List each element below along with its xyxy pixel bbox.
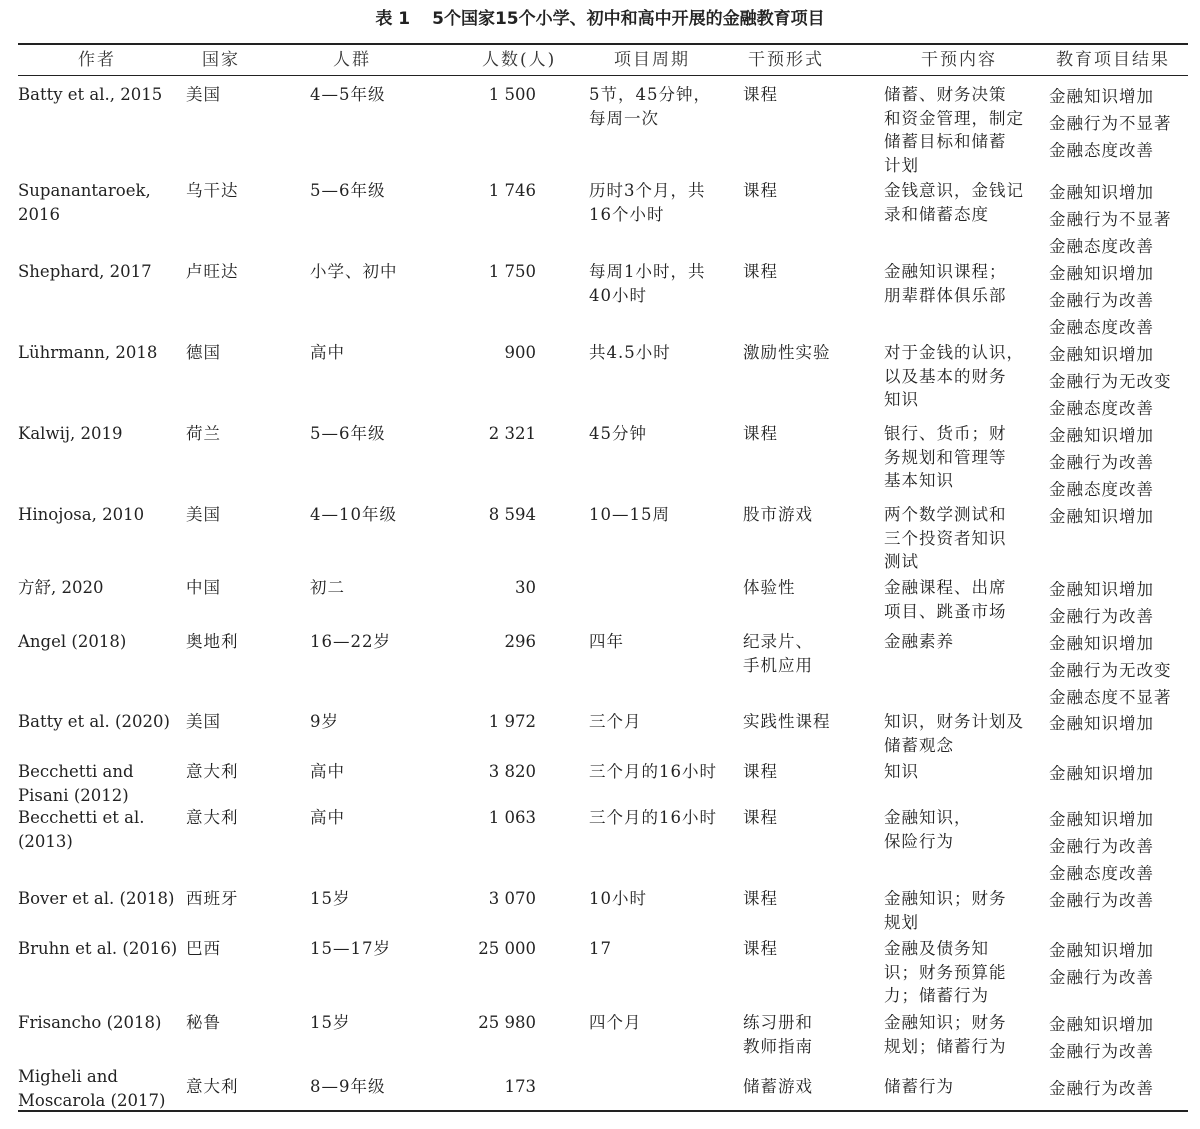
cell-line: 两个数学测试和	[884, 505, 1007, 524]
top-rule	[18, 43, 1188, 45]
cell-author	[18, 1011, 183, 1035]
cell-period	[589, 806, 739, 830]
cell-group: 5—6年级	[310, 424, 386, 443]
cell-line: 金融知识增加	[1049, 714, 1154, 733]
cell-form	[743, 760, 873, 784]
cell-line: Batty et al. (2020)	[18, 712, 170, 731]
cell-form	[743, 710, 873, 734]
cell-content	[884, 179, 1044, 226]
cell-line: 金融行为改善	[1049, 891, 1154, 910]
cell-line: 课程	[743, 424, 778, 443]
cell-author	[18, 937, 183, 961]
cell-line: 金融行为改善	[1049, 291, 1154, 310]
cell-line: 金融知识增加	[1049, 580, 1154, 599]
cell-line: 规划；储蓄行为	[884, 1036, 1007, 1056]
cell-line: Lührmann, 2018	[18, 343, 158, 362]
cell-result	[1049, 503, 1194, 530]
cell-period	[589, 341, 739, 365]
cell-group: 15岁	[310, 1013, 351, 1032]
cell-count: 1 750	[488, 262, 536, 281]
cell-line: 金融知识增加	[1049, 764, 1154, 783]
cell-count: 25 000	[478, 939, 536, 958]
cell-line: 金融行为无改变	[1049, 661, 1172, 680]
cell-line: 课程	[743, 181, 778, 200]
cell-line: 金融知识增加	[1049, 87, 1154, 106]
cell-content	[884, 341, 1044, 412]
cell-country: 卢旺达	[186, 262, 239, 281]
cell-group: 4—5年级	[310, 85, 386, 104]
cell-form	[743, 260, 873, 284]
cell-form	[743, 806, 873, 830]
table-title: 5个国家15个小学、初中和高中开展的金融教育项目	[432, 9, 825, 29]
cell-line: Bruhn et al. (2016)	[18, 939, 178, 958]
cell-country: 意大利	[186, 808, 239, 827]
cell-content	[884, 83, 1044, 177]
cell-line: Frisancho (2018)	[18, 1013, 162, 1032]
cell-line: 录和储蓄态度	[884, 204, 989, 224]
cell-form	[743, 937, 873, 961]
bottom-rule	[18, 1110, 1188, 1112]
column-header-country: 国家	[202, 50, 240, 70]
cell-line: 课程	[743, 85, 778, 104]
cell-line: 金融态度改善	[1049, 399, 1154, 418]
cell-line: 5节，45分钟，	[589, 85, 711, 104]
cell-line: 金融知识课程；	[884, 262, 1007, 281]
cell-period	[589, 710, 739, 734]
cell-content	[884, 576, 1044, 623]
cell-count: 900	[504, 343, 536, 362]
cell-form	[743, 341, 873, 365]
cell-result	[1049, 1075, 1194, 1102]
cell-result	[1049, 887, 1194, 914]
cell-result	[1049, 341, 1194, 422]
cell-line: Supanantaroek,	[18, 181, 151, 200]
cell-line: 金融知识增加	[1049, 507, 1154, 526]
cell-line: 45分钟	[589, 424, 647, 443]
cell-line: 方舒, 2020	[18, 578, 104, 597]
cell-line: 计划	[884, 155, 919, 175]
cell-result	[1049, 179, 1194, 260]
cell-line: 金融知识增加	[1049, 426, 1154, 445]
cell-line: Batty et al., 2015	[18, 85, 163, 104]
cell-line: 测试	[884, 552, 919, 571]
cell-count: 296	[504, 632, 536, 651]
table-caption	[0, 6, 1200, 32]
cell-line: 金融态度不显著	[1049, 688, 1172, 707]
cell-line: Becchetti and	[18, 762, 134, 781]
cell-line: 三个月的16小时	[589, 808, 717, 827]
cell-content	[884, 422, 1044, 493]
cell-result	[1049, 806, 1194, 887]
cell-line: 10小时	[589, 889, 647, 908]
cell-line: 课程	[743, 262, 778, 281]
cell-author	[18, 760, 183, 807]
cell-line: 四年	[589, 632, 624, 651]
cell-period	[589, 887, 739, 911]
cell-group: 15—17岁	[310, 939, 391, 958]
header-rule	[18, 75, 1188, 76]
cell-count: 3 820	[488, 762, 536, 781]
cell-count: 1 063	[488, 808, 536, 827]
cell-line: 金融知识增加	[1049, 810, 1154, 829]
cell-count: 1 500	[488, 85, 536, 104]
cell-form	[743, 503, 873, 527]
cell-content	[884, 887, 1044, 934]
cell-line: 储蓄行为	[884, 1077, 954, 1096]
cell-line: 金融行为改善	[1049, 1042, 1154, 1061]
column-header-content: 干预内容	[921, 50, 997, 70]
cell-line: 10—15周	[589, 505, 670, 524]
cell-content	[884, 806, 1044, 853]
cell-line: 教师指南	[743, 1036, 813, 1056]
cell-count: 1 972	[488, 712, 536, 731]
cell-line: 三个投资者知识	[884, 528, 1007, 548]
cell-line: 金融素养	[884, 632, 954, 651]
cell-line: 金融态度改善	[1049, 864, 1154, 883]
cell-line: 金融行为不显著	[1049, 114, 1172, 133]
cell-line: 金融及债务知	[884, 939, 989, 958]
cell-line: Shephard, 2017	[18, 262, 152, 281]
cell-line: 三个月	[589, 712, 642, 731]
cell-author	[18, 341, 183, 365]
cell-content	[884, 503, 1044, 574]
cell-period	[589, 503, 739, 527]
cell-line: 金融行为改善	[1049, 607, 1154, 626]
cell-form	[743, 1011, 873, 1058]
cell-line: 体验性	[743, 578, 796, 597]
cell-author	[18, 179, 183, 226]
cell-period	[589, 760, 739, 784]
cell-count: 8 594	[488, 505, 536, 524]
cell-form	[743, 83, 873, 107]
cell-form	[743, 179, 873, 203]
cell-line: 金融课程、出席	[884, 578, 1007, 597]
column-header-count: 人数(人)	[482, 50, 557, 70]
cell-country: 秘鲁	[186, 1013, 221, 1032]
cell-group: 初二	[310, 578, 345, 597]
cell-line: 股市游戏	[743, 505, 813, 524]
cell-line: Bover et al. (2018)	[18, 889, 175, 908]
cell-period	[589, 937, 739, 961]
cell-form	[743, 630, 873, 677]
cell-line: 金融知识增加	[1049, 183, 1154, 202]
cell-line: 金融知识增加	[1049, 345, 1154, 364]
cell-line: 四个月	[589, 1013, 642, 1032]
cell-line: 金融态度改善	[1049, 141, 1154, 160]
column-header-author: 作者	[78, 50, 116, 70]
cell-result	[1049, 710, 1194, 737]
cell-line: 储蓄、财务决策	[884, 85, 1007, 104]
cell-country: 中国	[186, 578, 221, 597]
cell-line: 课程	[743, 762, 778, 781]
cell-line: 金融行为改善	[1049, 1079, 1154, 1098]
cell-count: 25 980	[478, 1013, 536, 1032]
cell-line: 金融态度改善	[1049, 480, 1154, 499]
cell-line: 朋辈群体俱乐部	[884, 285, 1007, 305]
cell-line: 金融知识增加	[1049, 264, 1154, 283]
cell-group: 5—6年级	[310, 181, 386, 200]
cell-line: 金融态度改善	[1049, 318, 1154, 337]
cell-country: 美国	[186, 85, 221, 104]
cell-country: 奥地利	[186, 632, 239, 651]
cell-group: 4—10年级	[310, 505, 397, 524]
cell-line: 金融知识增加	[1049, 1015, 1154, 1034]
cell-country: 美国	[186, 712, 221, 731]
cell-count: 3 070	[488, 889, 536, 908]
cell-line: 40小时	[589, 285, 647, 305]
cell-group: 高中	[310, 808, 345, 827]
cell-line: 以及基本的财务	[884, 366, 1007, 386]
cell-line: 对于金钱的认识，	[884, 343, 1024, 362]
cell-result	[1049, 760, 1194, 787]
cell-content	[884, 630, 1044, 654]
cell-period	[589, 422, 739, 446]
cell-line: Angel (2018)	[18, 632, 127, 651]
cell-line: 金融行为改善	[1049, 837, 1154, 856]
cell-country: 意大利	[186, 762, 239, 781]
cell-group: 小学、初中	[310, 262, 398, 281]
cell-line: 课程	[743, 889, 778, 908]
cell-count: 2 321	[488, 424, 536, 443]
cell-content	[884, 1011, 1044, 1058]
cell-line: 每周一次	[589, 108, 659, 128]
cell-line: 纪录片、	[743, 632, 813, 651]
cell-group: 高中	[310, 343, 345, 362]
cell-line: 实践性课程	[743, 712, 831, 731]
column-header-form: 干预形式	[748, 50, 824, 70]
cell-line: 金融知识增加	[1049, 634, 1154, 653]
cell-content	[884, 260, 1044, 307]
cell-line: 金融行为改善	[1049, 968, 1154, 987]
cell-line: 历时3个月，共	[589, 181, 706, 200]
cell-line: 课程	[743, 939, 778, 958]
cell-line: Becchetti et al.	[18, 808, 145, 827]
cell-author	[18, 630, 183, 654]
cell-country: 荷兰	[186, 424, 221, 443]
cell-country: 乌干达	[186, 181, 239, 200]
cell-country: 美国	[186, 505, 221, 524]
cell-line: 储蓄观念	[884, 735, 954, 755]
column-header-group: 人群	[333, 50, 371, 70]
cell-period	[589, 630, 739, 654]
cell-line: 保险行为	[884, 831, 954, 851]
cell-line: 练习册和	[743, 1013, 813, 1032]
cell-line: 金融行为改善	[1049, 453, 1154, 472]
cell-line: 每周1小时，共	[589, 262, 706, 281]
cell-line: (2013)	[18, 831, 73, 851]
cell-group: 9岁	[310, 712, 339, 731]
cell-line: Kalwij, 2019	[18, 424, 123, 443]
cell-result	[1049, 937, 1194, 991]
cell-author	[18, 710, 183, 734]
cell-line: Moscarola (2017)	[18, 1090, 166, 1110]
cell-author	[18, 806, 183, 853]
cell-author	[18, 260, 183, 284]
cell-line: 务规划和管理等	[884, 447, 1007, 467]
cell-line: 力；储蓄行为	[884, 986, 989, 1005]
cell-form	[743, 576, 873, 600]
cell-content	[884, 710, 1044, 757]
cell-author	[18, 887, 183, 911]
cell-line: 规划	[884, 912, 919, 932]
cell-line: 金融行为不显著	[1049, 210, 1172, 229]
cell-result	[1049, 83, 1194, 164]
cell-country: 德国	[186, 343, 221, 362]
cell-line: 和资金管理，制定	[884, 108, 1024, 128]
cell-result	[1049, 576, 1194, 630]
column-header-result: 教育项目结果	[1056, 50, 1170, 70]
cell-line: 知识	[884, 390, 919, 409]
cell-line: Hinojosa, 2010	[18, 505, 145, 524]
cell-period	[589, 260, 739, 307]
cell-line: 16个小时	[589, 204, 665, 224]
cell-line: 金融知识；财务	[884, 1013, 1007, 1032]
cell-line: Pisani (2012)	[18, 785, 129, 805]
cell-line: 储蓄游戏	[743, 1077, 813, 1096]
column-header-period: 项目周期	[614, 50, 690, 70]
cell-period	[589, 1011, 739, 1035]
cell-content	[884, 937, 1044, 1008]
cell-result	[1049, 630, 1194, 711]
cell-group: 8—9年级	[310, 1077, 386, 1096]
cell-count: 173	[504, 1077, 536, 1096]
cell-line: 项目、跳蚤市场	[884, 601, 1007, 621]
cell-group: 16—22岁	[310, 632, 391, 651]
cell-line: 知识	[884, 762, 919, 781]
cell-line: 银行、货币；财	[884, 424, 1007, 443]
cell-line: 金钱意识，金钱记	[884, 181, 1024, 200]
cell-line: 共4.5小时	[589, 343, 671, 362]
cell-country: 意大利	[186, 1077, 239, 1096]
cell-form	[743, 887, 873, 911]
cell-author	[18, 576, 183, 600]
cell-count: 1 746	[488, 181, 536, 200]
cell-line: 金融知识增加	[1049, 941, 1154, 960]
cell-content	[884, 1075, 1044, 1099]
cell-period	[589, 179, 739, 226]
cell-line: 金融态度改善	[1049, 237, 1154, 256]
cell-result	[1049, 1011, 1194, 1065]
cell-country: 西班牙	[186, 889, 239, 908]
cell-content	[884, 760, 1044, 784]
cell-line: 金融行为无改变	[1049, 372, 1172, 391]
cell-line: 金融知识，	[884, 808, 972, 827]
cell-result	[1049, 422, 1194, 503]
cell-author	[18, 83, 183, 107]
cell-period	[589, 83, 739, 130]
cell-line: 课程	[743, 808, 778, 827]
cell-line: 手机应用	[743, 655, 813, 675]
cell-line: 储蓄目标和储蓄	[884, 132, 1007, 151]
cell-country: 巴西	[186, 939, 221, 958]
cell-group: 15岁	[310, 889, 351, 908]
cell-line: 金融知识；财务	[884, 889, 1007, 908]
cell-line: 三个月的16小时	[589, 762, 717, 781]
table-number: 表 1	[375, 9, 411, 29]
cell-line: 基本知识	[884, 471, 954, 490]
cell-line: 2016	[18, 204, 60, 224]
cell-line: 识；财务预算能	[884, 962, 1007, 982]
cell-author	[18, 1065, 183, 1112]
cell-author	[18, 503, 183, 527]
cell-result	[1049, 260, 1194, 341]
cell-form	[743, 422, 873, 446]
cell-line: 知识，财务计划及	[884, 712, 1024, 731]
cell-line: 激励性实验	[743, 343, 831, 362]
cell-group: 高中	[310, 762, 345, 781]
cell-line: 17	[589, 939, 612, 958]
cell-form	[743, 1075, 873, 1099]
cell-author	[18, 422, 183, 446]
cell-line: Migheli and	[18, 1067, 118, 1086]
cell-count: 30	[515, 578, 536, 597]
